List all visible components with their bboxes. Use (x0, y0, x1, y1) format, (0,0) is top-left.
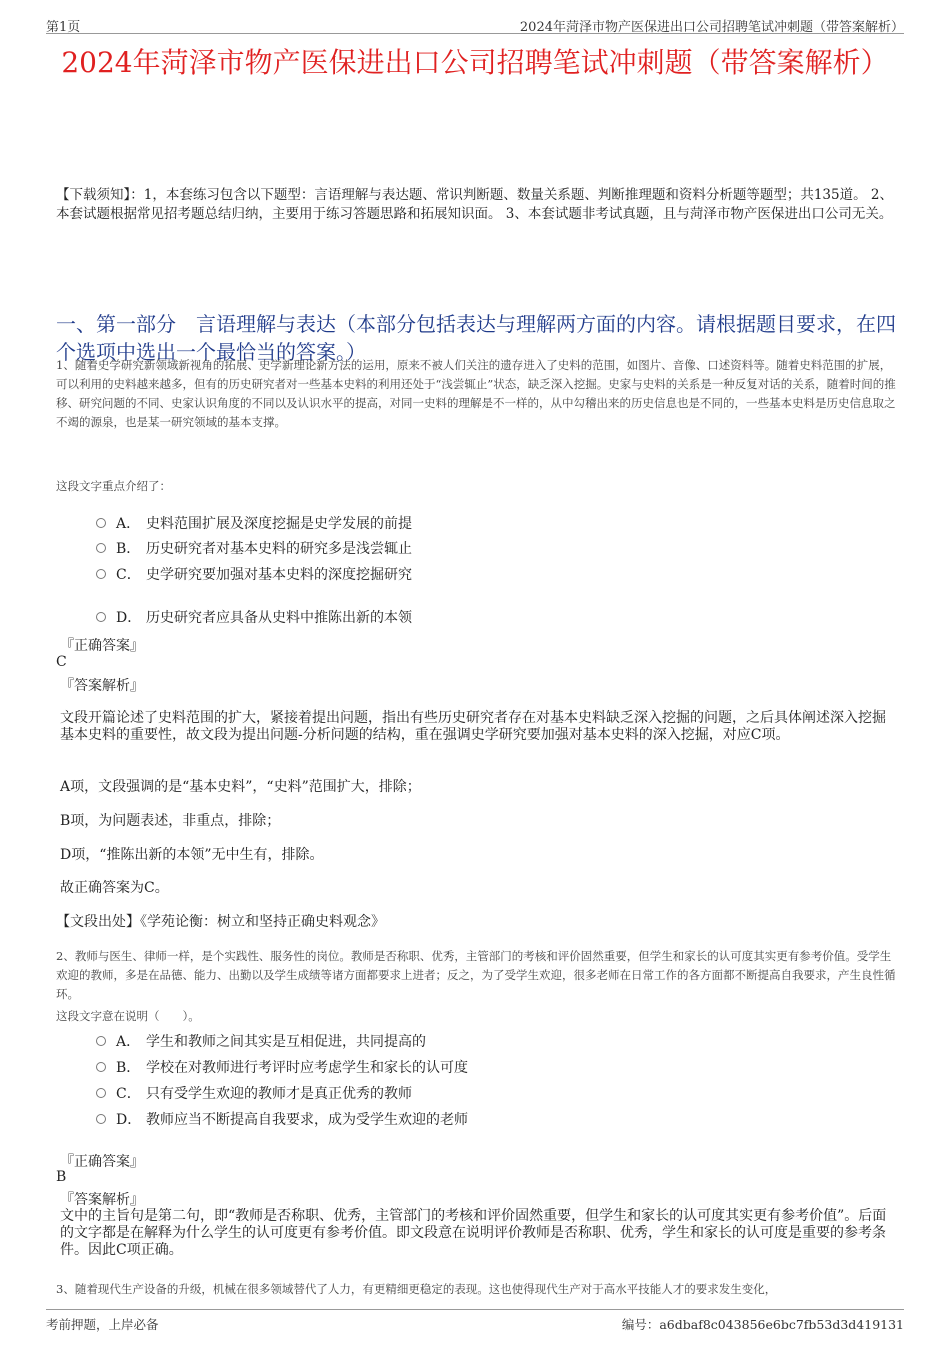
q2-answer-label: 『正确答案』 (60, 1154, 144, 1170)
q2-option-a[interactable] (96, 1031, 426, 1051)
q1-analysis-label: 『答案解析』 (60, 678, 144, 694)
option-letter: A． (116, 516, 141, 532)
option-letter: B． (116, 1060, 141, 1076)
page-number: 第1页 (46, 20, 81, 35)
q2-ask: 这段文字意在说明（ ）。 (56, 1009, 200, 1023)
q1-analysis-b: B项，为问题表述，非重点，排除； (60, 813, 281, 829)
document-title: 2024年菏泽市物产医保进出口公司招聘笔试冲刺题（带答案解析） (61, 46, 889, 79)
q2-answer: B (56, 1169, 67, 1185)
option-letter: D． (116, 1112, 142, 1128)
q3-stem: 3、随着现代生产设备的升级，机械在很多领域替代了人力，有更精细更稳定的表现。这也使得现代生产对于高水平技能人才的要求发生变化， (56, 1282, 777, 1296)
page-footer (46, 1309, 904, 1332)
q2-analysis: 文中的主旨句是第二句，即“教师是否称职、优秀，主管部门的考核和评价固然重要，但学生和家长的认可度其实更有参考价值”。后面的文字都是在解释为什么学生的认可度更有参考价值。即文段意在说明评价教师是否称职、优秀，学生和家长的认可度是重要的参考条件。因此C项正确。 (60, 1208, 887, 1258)
q2-option-d[interactable] (96, 1109, 468, 1129)
footer-slogan: 考前押题，上岸必备 (46, 1317, 159, 1332)
radio-icon[interactable] (96, 1088, 106, 1098)
q2-option-b[interactable] (96, 1057, 468, 1077)
header-doc-title: 2024年菏泽市物产医保进出口公司招聘笔试冲刺题（带答案解析） (519, 20, 904, 35)
q1-option-d[interactable] (96, 607, 412, 627)
option-letter: C． (116, 567, 141, 583)
option-letter: A． (116, 1034, 141, 1050)
option-text: 史料范围扩展及深度挖掘是史学发展的前提 (146, 516, 412, 532)
option-letter: C． (116, 1086, 141, 1102)
q1-analysis-a: A项，文段强调的是“基本史料”，“史料”范围扩大，排除； (60, 779, 421, 795)
radio-icon[interactable] (96, 518, 106, 528)
q1-ask: 这段文字重点介绍了： (56, 479, 171, 493)
option-letter: D． (116, 610, 142, 626)
option-text: 历史研究者应具备从史料中推陈出新的本领 (146, 610, 412, 626)
q1-analysis-main: 文段开篇论述了史料范围的扩大，紧接着提出问题，指出有些历史研究者存在对基本史料缺乏深入挖掘的问题，之后具体阐述深入挖掘基本史料的重要性，故文段为提出问题-分析问题的结构，重在强调史学研究要加强对基本史料的深入挖掘，对应C项。 (60, 710, 886, 743)
q2-analysis-label: 『答案解析』 (60, 1192, 144, 1208)
q1-answer: C (56, 654, 67, 670)
q1-analysis-d: D项，“推陈出新的本领”无中生有，排除。 (60, 847, 324, 863)
q1-answer-label: 『正确答案』 (60, 638, 144, 654)
q1-option-c[interactable] (96, 564, 412, 584)
option-text: 历史研究者对基本史料的研究多是浅尝辄止 (146, 541, 412, 557)
radio-icon[interactable] (96, 569, 106, 579)
option-text: 学校在对教师进行考评时应考虑学生和家长的认可度 (146, 1060, 468, 1076)
q1-option-a[interactable] (96, 513, 412, 533)
option-text: 只有受学生欢迎的教师才是真正优秀的教师 (146, 1086, 412, 1102)
option-text: 教师应当不断提高自我要求，成为受学生欢迎的老师 (146, 1112, 468, 1128)
q2-option-c[interactable] (96, 1083, 412, 1103)
option-letter: B． (116, 541, 141, 557)
page-header (46, 14, 904, 34)
q1-analysis-conclusion: 故正确答案为C。 (60, 880, 169, 896)
q1-source: 【文段出处】《学苑论衡：树立和坚持正确史料观念》 (56, 914, 385, 930)
radio-icon[interactable] (96, 543, 106, 553)
option-text: 史学研究要加强对基本史料的深度挖掘研究 (146, 567, 412, 583)
download-notice: 【下载须知】：1，本套练习包含以下题型：言语理解与表达题、常识判断题、数量关系题、判断推理题和资料分析题等题型；共135道。 2、本套试题根据常见招考题总结归纳，主要用于练习答题思路和拓展知识面。 3、本套试题非考试真题，且与菏泽市物产医保进出口公司无关。 (56, 187, 893, 222)
footer-serial: 编号：a6dbaf8c043856e6bc7fb53d3d419131 (621, 1317, 904, 1332)
q1-option-b[interactable] (96, 538, 412, 558)
option-text: 学生和教师之间其实是互相促进，共同提高的 (146, 1034, 426, 1050)
radio-icon[interactable] (96, 1036, 106, 1046)
radio-icon[interactable] (96, 1062, 106, 1072)
q1-stem: 1、随着史学研究新领域新视角的拓展、史学新理论新方法的运用，原来不被人们关注的遗存进入了史料的范围，如图片、音像、口述资料等。随着史料范围的扩展，可以利用的史料越来越多，但有的历史研究者对一些基本史料的利用还处于“浅尝辄止”状态，缺乏深入挖掘。史家与史料的关系是一种反复对话的关系，随着时间的推移、研究问题的不同、史家认识角度的不同以及认识水平的提高，对同一史料的理解是不一样的，从中勾稽出来的历史信息也是不同的，一些基本史料是历史信息取之不竭的源泉，也是某一研究领域的基本支撑。 (56, 358, 896, 429)
radio-icon[interactable] (96, 1114, 106, 1124)
radio-icon[interactable] (96, 612, 106, 622)
q2-stem: 2、教师与医生、律师一样，是个实践性、服务性的岗位。教师是否称职、优秀，主管部门的考核和评价固然重要，但学生和家长的认可度其实更有参考价值。受学生欢迎的教师，多是在品德、能力、出勤以及学生成绩等诸方面都要求上进者；反之，为了受学生欢迎，很多老师在日常工作的各方面都不断提高自我要求，产生良性循环。 (56, 949, 896, 1001)
section-heading: 一、第一部分 言语理解与表达（本部分包括表达与理解两方面的内容。请根据题目要求，在四个选项中选出一个最恰当的答案。） (56, 312, 896, 364)
